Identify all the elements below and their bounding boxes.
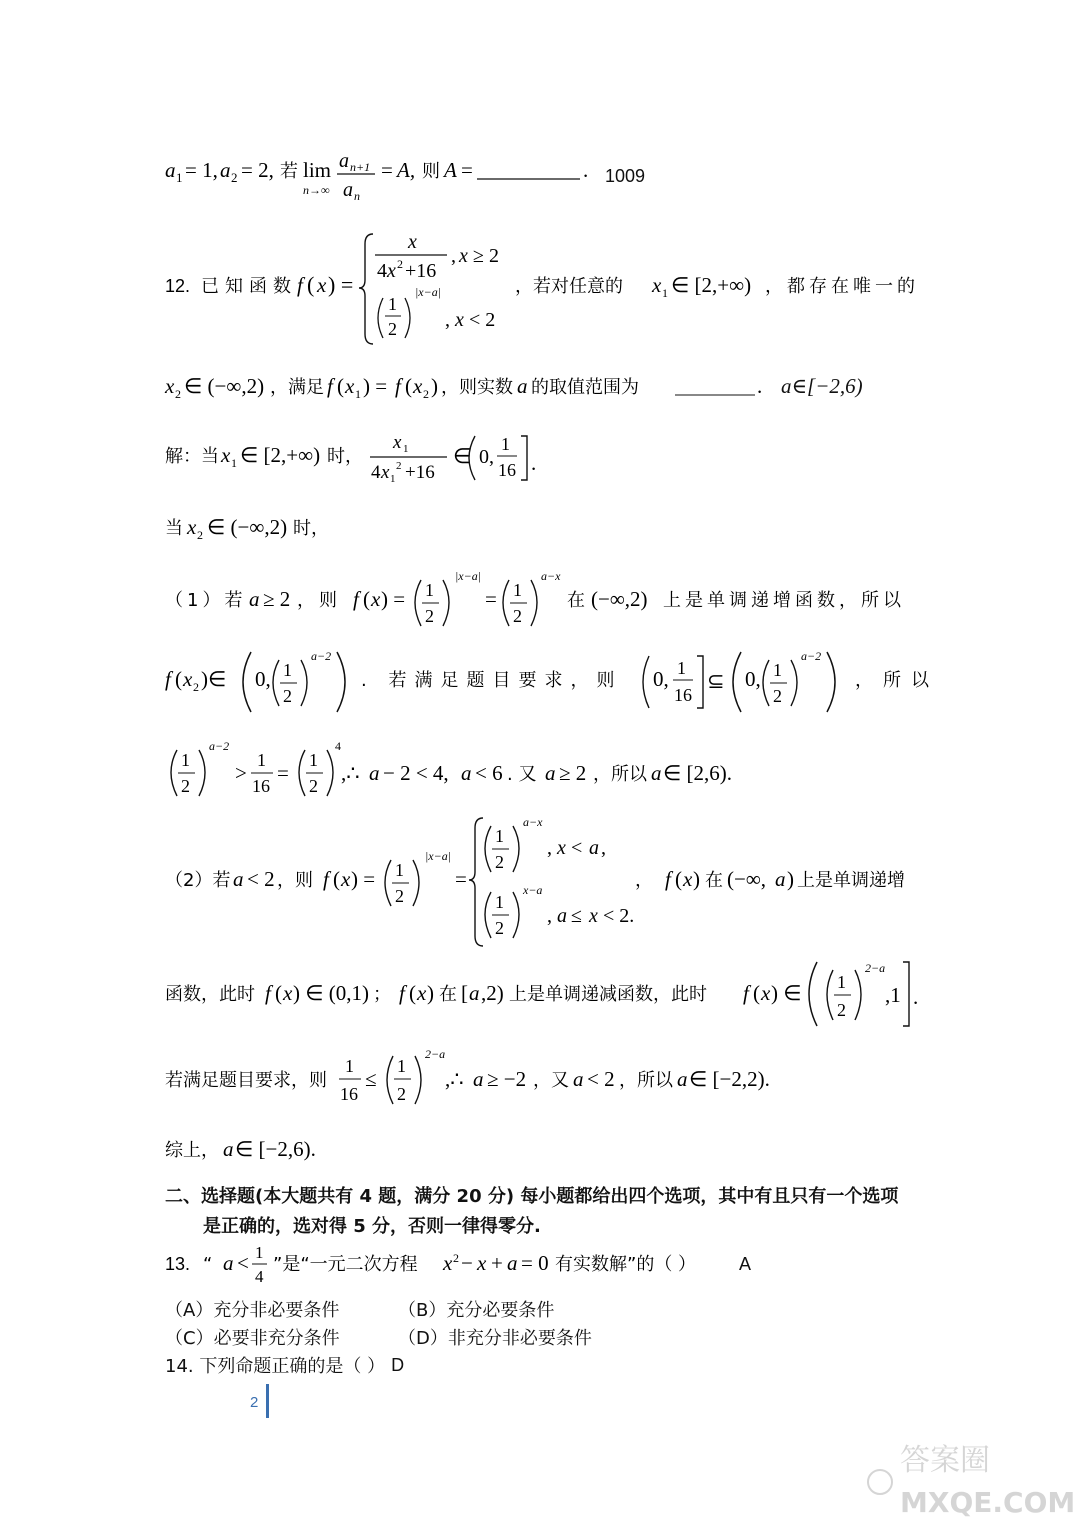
svg-text:< 2: < 2 [247,867,275,891]
svg-text:，: ， [635,870,653,891]
svg-text:x: x [283,981,293,1005]
svg-text:>: > [235,761,247,785]
svg-text:a: a [339,150,349,172]
svg-text:x: x [221,443,231,467]
svg-text:− 2 < 4,: − 2 < 4, [383,761,449,785]
svg-text:a: a [233,867,244,891]
svg-text:A,: A, [397,158,416,182]
svg-text:(: ( [337,374,344,398]
svg-text:1: 1 [677,658,686,678]
svg-text:在: 在 [439,984,457,1005]
svg-text:) ∈: ) ∈ [771,981,802,1005]
section2-heading-cont [203,1212,541,1238]
svg-text:<: < [237,1251,249,1275]
svg-text:2: 2 [388,319,397,339]
sol-case1-line1 [165,568,925,632]
svg-text:，则: ，则 [297,590,341,611]
svg-text:.: . [757,374,763,398]
svg-text:2−a: 2−a [425,1047,446,1061]
svg-text:在: 在 [567,590,585,611]
svg-text:∈ [2,+∞): ∈ [2,+∞) [240,443,321,467]
svg-text:a: a [677,1067,688,1091]
svg-text:1: 1 [283,660,292,680]
svg-text:2: 2 [397,1084,406,1104]
svg-text:x: x [477,1251,487,1275]
svg-text:a: a [343,179,353,201]
svg-text:上是单调递减函数，此时: 上是单调递减函数，此时 [509,984,707,1005]
q13-option-b: （B）充分必要条件 [398,1300,555,1321]
svg-text:a: a [473,1067,484,1091]
svg-text:a: a [223,1251,234,1275]
svg-text:(: ( [333,867,340,891]
svg-text:上是单调递增: 上是单调递增 [797,870,905,891]
svg-text:< 2: < 2 [587,1067,615,1091]
sol-case1-statement [165,568,925,632]
svg-text:): ) [431,374,438,398]
svg-text:A: A [444,158,457,182]
svg-text:≤: ≤ [571,905,582,927]
svg-text:⊆: ⊆ [707,669,725,693]
svg-text:x: x [165,374,175,398]
svg-text:∈ [−2,6).: ∈ [−2,6). [235,1137,316,1161]
svg-text:，若对任意的: ，若对任意的 [515,276,623,297]
sol-line1 [165,430,585,486]
svg-text:,1: ,1 [885,983,901,1007]
svg-text:a: a [369,761,380,785]
svg-text:)∈: )∈ [201,667,227,691]
svg-text:a: a [651,761,662,785]
sol-case1-conclusion [165,738,765,804]
svg-text:(: ( [307,272,315,297]
svg-text:；: ； [373,984,391,1005]
svg-text:1: 1 [837,972,846,992]
svg-text:(: ( [405,374,412,398]
svg-text:,: , [547,837,552,859]
svg-text:(: ( [753,981,760,1005]
q13-stem [165,1240,751,1288]
svg-text:,∴: ,∴ [445,1067,464,1091]
svg-text:∈ [2,6).: ∈ [2,6). [663,761,733,785]
svg-text:a: a [461,761,472,785]
svg-text:∈ (−∞,2): ∈ (−∞,2) [207,515,288,539]
svg-text:，满足: ，满足 [270,377,324,398]
svg-text:f: f [165,667,171,691]
svg-text:1: 1 [403,443,409,455]
svg-text:12.: 12. [165,276,191,296]
svg-text:≥ 2: ≥ 2 [263,587,291,611]
sol-case2-piecewise [165,812,925,952]
line-limit [165,150,645,202]
svg-text:|x−a|: |x−a| [455,569,482,583]
svg-text:+16: +16 [405,260,437,282]
svg-text:f: f [353,587,359,611]
svg-text:时，: 时， [293,518,329,539]
svg-text:x: x [341,867,351,891]
svg-text:16: 16 [498,460,516,480]
svg-text:2: 2 [513,606,522,626]
svg-text:=: = [461,158,473,182]
svg-text:时，: 时， [327,446,363,467]
svg-text:x: x [381,462,390,483]
svg-text:若: 若 [280,161,298,182]
svg-text:a−2: a−2 [209,739,230,753]
q12-line1 [165,222,925,352]
section2-heading [165,1182,898,1208]
svg-text:（1）若: （1）若 [165,590,247,611]
svg-text:a: a [165,158,176,182]
svg-text:): ) [787,867,794,891]
svg-text:2: 2 [283,686,292,706]
svg-text:a: a [249,587,260,611]
svg-text:∈ (−∞,2): ∈ (−∞,2) [184,374,265,398]
svg-text:2: 2 [395,886,404,906]
svg-text:函数，此时: 函数，此时 [165,984,255,1005]
q14-text: 14. 下列命题正确的是（ ） [165,1356,386,1377]
svg-text:当: 当 [165,518,183,539]
svg-text:a−2: a−2 [311,649,332,663]
svg-text:(: ( [275,981,282,1005]
svg-text:x: x [345,374,355,398]
svg-text:=: = [381,158,393,182]
q12-answer: a∈[−2,6) [781,373,863,398]
svg-text:2: 2 [193,680,199,694]
sol-case1-range [165,648,939,714]
svg-text:，所以: ，所以 [593,764,647,785]
svg-text:) =: ) = [363,374,388,398]
svg-text:x: x [683,867,693,891]
svg-text:1: 1 [255,1243,264,1262]
svg-text:f: f [743,981,749,1005]
svg-text:，都存在唯一的: ，都存在唯一的 [765,276,919,297]
svg-text:1: 1 [181,750,190,770]
q13-answer: A [739,1253,752,1274]
svg-text:a−x: a−x [541,569,561,583]
svg-text:(: ( [175,667,182,691]
q14-stem [165,1352,404,1378]
q14-answer: D [391,1354,405,1375]
svg-text:n: n [354,189,360,203]
svg-text:x: x [183,667,193,691]
svg-text:2: 2 [837,1000,846,1020]
svg-text:x: x [443,1251,453,1275]
svg-text:4: 4 [335,739,341,753]
svg-text:≤: ≤ [365,1067,377,1091]
limit-formula [165,150,625,202]
sol-case1-line2 [165,648,939,714]
svg-text:≥ 2: ≥ 2 [559,761,587,785]
svg-text:2: 2 [197,528,203,542]
svg-text:1: 1 [257,750,266,770]
svg-text:，则实数: ，则实数 [441,377,513,398]
svg-text:x: x [589,905,598,927]
svg-text:=: = [455,867,467,891]
svg-text:，所以: ，所以 [619,1070,673,1091]
svg-text:f: f [665,867,671,891]
sol-case2-conclusion [165,1046,805,1112]
svg-text:解：当: 解：当 [165,446,219,467]
svg-text:.: . [531,451,537,475]
svg-text:2: 2 [495,918,504,938]
q13-option-d: （D）非充分非必要条件 [398,1328,592,1349]
svg-text:a: a [223,1137,234,1161]
svg-text:1: 1 [390,473,396,485]
svg-text:(: ( [675,867,682,891]
sol-summary-formula [165,1132,365,1164]
svg-text:,: , [445,309,450,331]
svg-text:= 0: = 0 [521,1251,549,1275]
svg-text:1: 1 [513,580,522,600]
svg-text:2: 2 [175,387,181,401]
svg-text:+16: +16 [405,462,435,483]
svg-text:上是单调递增函数，所以: 上是单调递增函数，所以 [663,590,905,611]
svg-text:0,: 0, [255,667,271,691]
svg-text:<: < [571,837,583,859]
svg-text:≥ −2: ≥ −2 [487,1067,527,1091]
svg-text:,2): ,2) [481,981,504,1005]
svg-text:∈: ∈ [453,444,472,468]
svg-text:13.: 13. [165,1254,191,1274]
svg-text:若满足题目要求，则: 若满足题目要求，则 [165,1070,327,1091]
watermark-text: MXQE.COM [900,1486,1076,1519]
svg-text:（2）若: （2）若 [165,870,231,891]
svg-text:2: 2 [773,686,782,706]
svg-text:a−x: a−x [523,815,543,829]
answer-limit: 1009 [605,165,646,186]
svg-text:. 又: . 又 [507,764,537,785]
svg-text:1: 1 [495,892,504,912]
svg-text:n→∞: n→∞ [303,183,330,197]
q13-option-a: （A）充分非必要条件 [165,1300,340,1321]
svg-text:|x−a|: |x−a| [415,285,442,299]
section2-line2: 是正确的，选对得 5 分，否则一律得零分. [203,1216,541,1237]
svg-text:综上，: 综上， [165,1140,219,1161]
sol-step2 [165,510,365,542]
svg-text:答案圈: 答案圈 [900,1443,990,1478]
svg-text:|x−a|: |x−a| [425,849,452,863]
svg-text:的取值范围为: 的取值范围为 [531,377,639,398]
svg-text:x: x [317,273,327,297]
svg-text:1: 1 [345,1056,354,1076]
svg-text:1: 1 [355,387,361,401]
q13-option-c: （C）必要非充分条件 [165,1328,340,1349]
svg-text:a: a [220,158,231,182]
q13-formula [165,1240,785,1288]
svg-text:a: a [469,981,480,1005]
svg-text:1: 1 [388,294,397,314]
svg-text:4: 4 [371,462,381,483]
svg-text:−: − [461,1251,473,1275]
svg-text:x: x [371,587,381,611]
svg-text:= 2,: = 2, [241,158,274,182]
svg-text:x: x [187,515,197,539]
svg-text:1: 1 [231,456,237,470]
svg-text:1: 1 [495,826,504,846]
watermark-logo [860,1440,1076,1520]
svg-text:0,: 0, [745,667,761,691]
svg-text:.: . [913,985,919,1009]
q12-line2 [165,368,863,404]
svg-text:x: x [413,374,423,398]
svg-text:2: 2 [425,606,434,626]
svg-text:(−∞,: (−∞, [727,867,767,891]
sol-case2-line1 [165,812,925,952]
svg-text:< 2.: < 2. [603,905,635,927]
svg-text:a: a [557,905,567,927]
svg-text:x: x [387,260,396,282]
svg-text:a: a [545,761,556,785]
svg-text:,: , [601,837,606,859]
svg-text:,: , [451,245,456,267]
svg-text:16: 16 [252,776,270,796]
svg-text:2: 2 [396,460,402,472]
svg-text:”是“一元二次方程: ”是“一元二次方程 [273,1254,418,1275]
sol-line2 [165,510,365,542]
svg-text:a: a [573,1067,584,1091]
svg-text:，又: ，又 [533,1070,569,1091]
page-number: 2 [250,1394,259,1411]
svg-text:lim: lim [303,158,332,182]
sol-case2-line3 [165,1046,805,1112]
svg-text:=: = [277,761,289,785]
svg-text:a: a [775,867,786,891]
svg-text:1: 1 [662,286,668,300]
svg-text:2: 2 [453,1251,459,1265]
svg-text:1: 1 [425,580,434,600]
svg-text:4: 4 [377,260,387,282]
svg-text:“: “ [203,1254,213,1275]
svg-text:=: = [485,587,497,611]
sol-case2-ranges [165,958,925,1030]
q12-function-def [165,222,925,352]
svg-text:，则: ，则 [277,870,313,891]
svg-text:2: 2 [423,387,429,401]
sol-case1-line3 [165,738,765,804]
svg-text:16: 16 [340,1084,358,1104]
svg-text:): ) [693,867,700,891]
svg-text:x: x [417,981,427,1005]
svg-text:a: a [589,837,599,859]
svg-text:1: 1 [501,434,510,454]
svg-text:∈ [−2,2).: ∈ [−2,2). [689,1067,770,1091]
section2-line1: 二、选择题(本大题共有 4 题，满分 20 分) 每小题都给出四个选项，其中有且只有一个选项 [165,1186,899,1207]
svg-text:= 1,: = 1, [185,158,218,182]
sol-step1 [165,430,585,486]
svg-text:2−a: 2−a [865,961,886,975]
svg-text:) ∈ (0,1): ) ∈ (0,1) [293,981,370,1005]
sol-case2-line2 [165,958,925,1030]
svg-text:): ) [427,981,434,1005]
svg-text:0,: 0, [653,667,669,691]
svg-text:已知函数: 已知函数 [201,276,297,297]
svg-text:2: 2 [231,170,238,185]
svg-text:f: f [399,981,405,1005]
svg-text:(: ( [363,587,370,611]
svg-text:有实数解”的（ ）: 有实数解”的（ ） [555,1254,697,1275]
q12-condition [165,368,765,404]
svg-text:，所以: ，所以 [855,670,939,691]
svg-text:,: , [547,905,552,927]
svg-text:x: x [652,273,662,297]
svg-text:∈ [2,+∞): ∈ [2,+∞) [671,273,752,297]
svg-text:1: 1 [397,1056,406,1076]
svg-text:x−a: x−a [523,883,543,897]
svg-text:≥ 2: ≥ 2 [473,245,499,267]
svg-text:1: 1 [395,860,404,880]
svg-text:f: f [395,374,401,398]
svg-text:在: 在 [705,870,723,891]
svg-text:x: x [459,245,468,267]
svg-text:2: 2 [309,776,318,796]
svg-text:f: f [265,981,271,1005]
svg-text:+: + [491,1251,503,1275]
svg-text:则: 则 [422,161,440,182]
svg-text:x: x [557,837,566,859]
svg-text:16: 16 [674,685,692,705]
svg-text:1: 1 [176,170,183,185]
svg-text:x: x [408,231,417,253]
sol-summary [165,1132,365,1164]
svg-text:< 6: < 6 [475,761,503,785]
svg-text:f: f [327,374,333,398]
svg-text:4: 4 [255,1267,264,1286]
svg-text:(: ( [409,981,416,1005]
page-divider [266,1384,269,1418]
svg-text:1: 1 [309,750,318,770]
svg-text:) =: ) = [351,867,376,891]
svg-text:a: a [517,374,528,398]
svg-text:2: 2 [181,776,190,796]
svg-text:,∴: ,∴ [341,761,360,785]
svg-text:[: [ [461,981,468,1005]
svg-text:) =: ) = [328,272,354,297]
svg-text:x: x [455,309,464,331]
svg-text:. 若满足题目要求，则: . 若满足题目要求，则 [361,670,623,691]
svg-text:< 2: < 2 [469,309,496,331]
svg-text:f: f [323,867,329,891]
svg-text:x: x [761,981,771,1005]
svg-text:x: x [393,432,402,453]
svg-text:1: 1 [773,660,782,680]
svg-text:n+1: n+1 [350,160,371,174]
svg-text:a−2: a−2 [801,649,822,663]
svg-text:.: . [583,158,589,182]
svg-text:(−∞,2): (−∞,2) [591,587,648,611]
svg-text:f: f [297,273,303,297]
svg-text:2: 2 [495,852,504,872]
svg-text:0,: 0, [479,446,494,468]
svg-text:) =: ) = [381,587,406,611]
svg-text:a: a [507,1251,518,1275]
svg-text:2: 2 [397,257,403,271]
